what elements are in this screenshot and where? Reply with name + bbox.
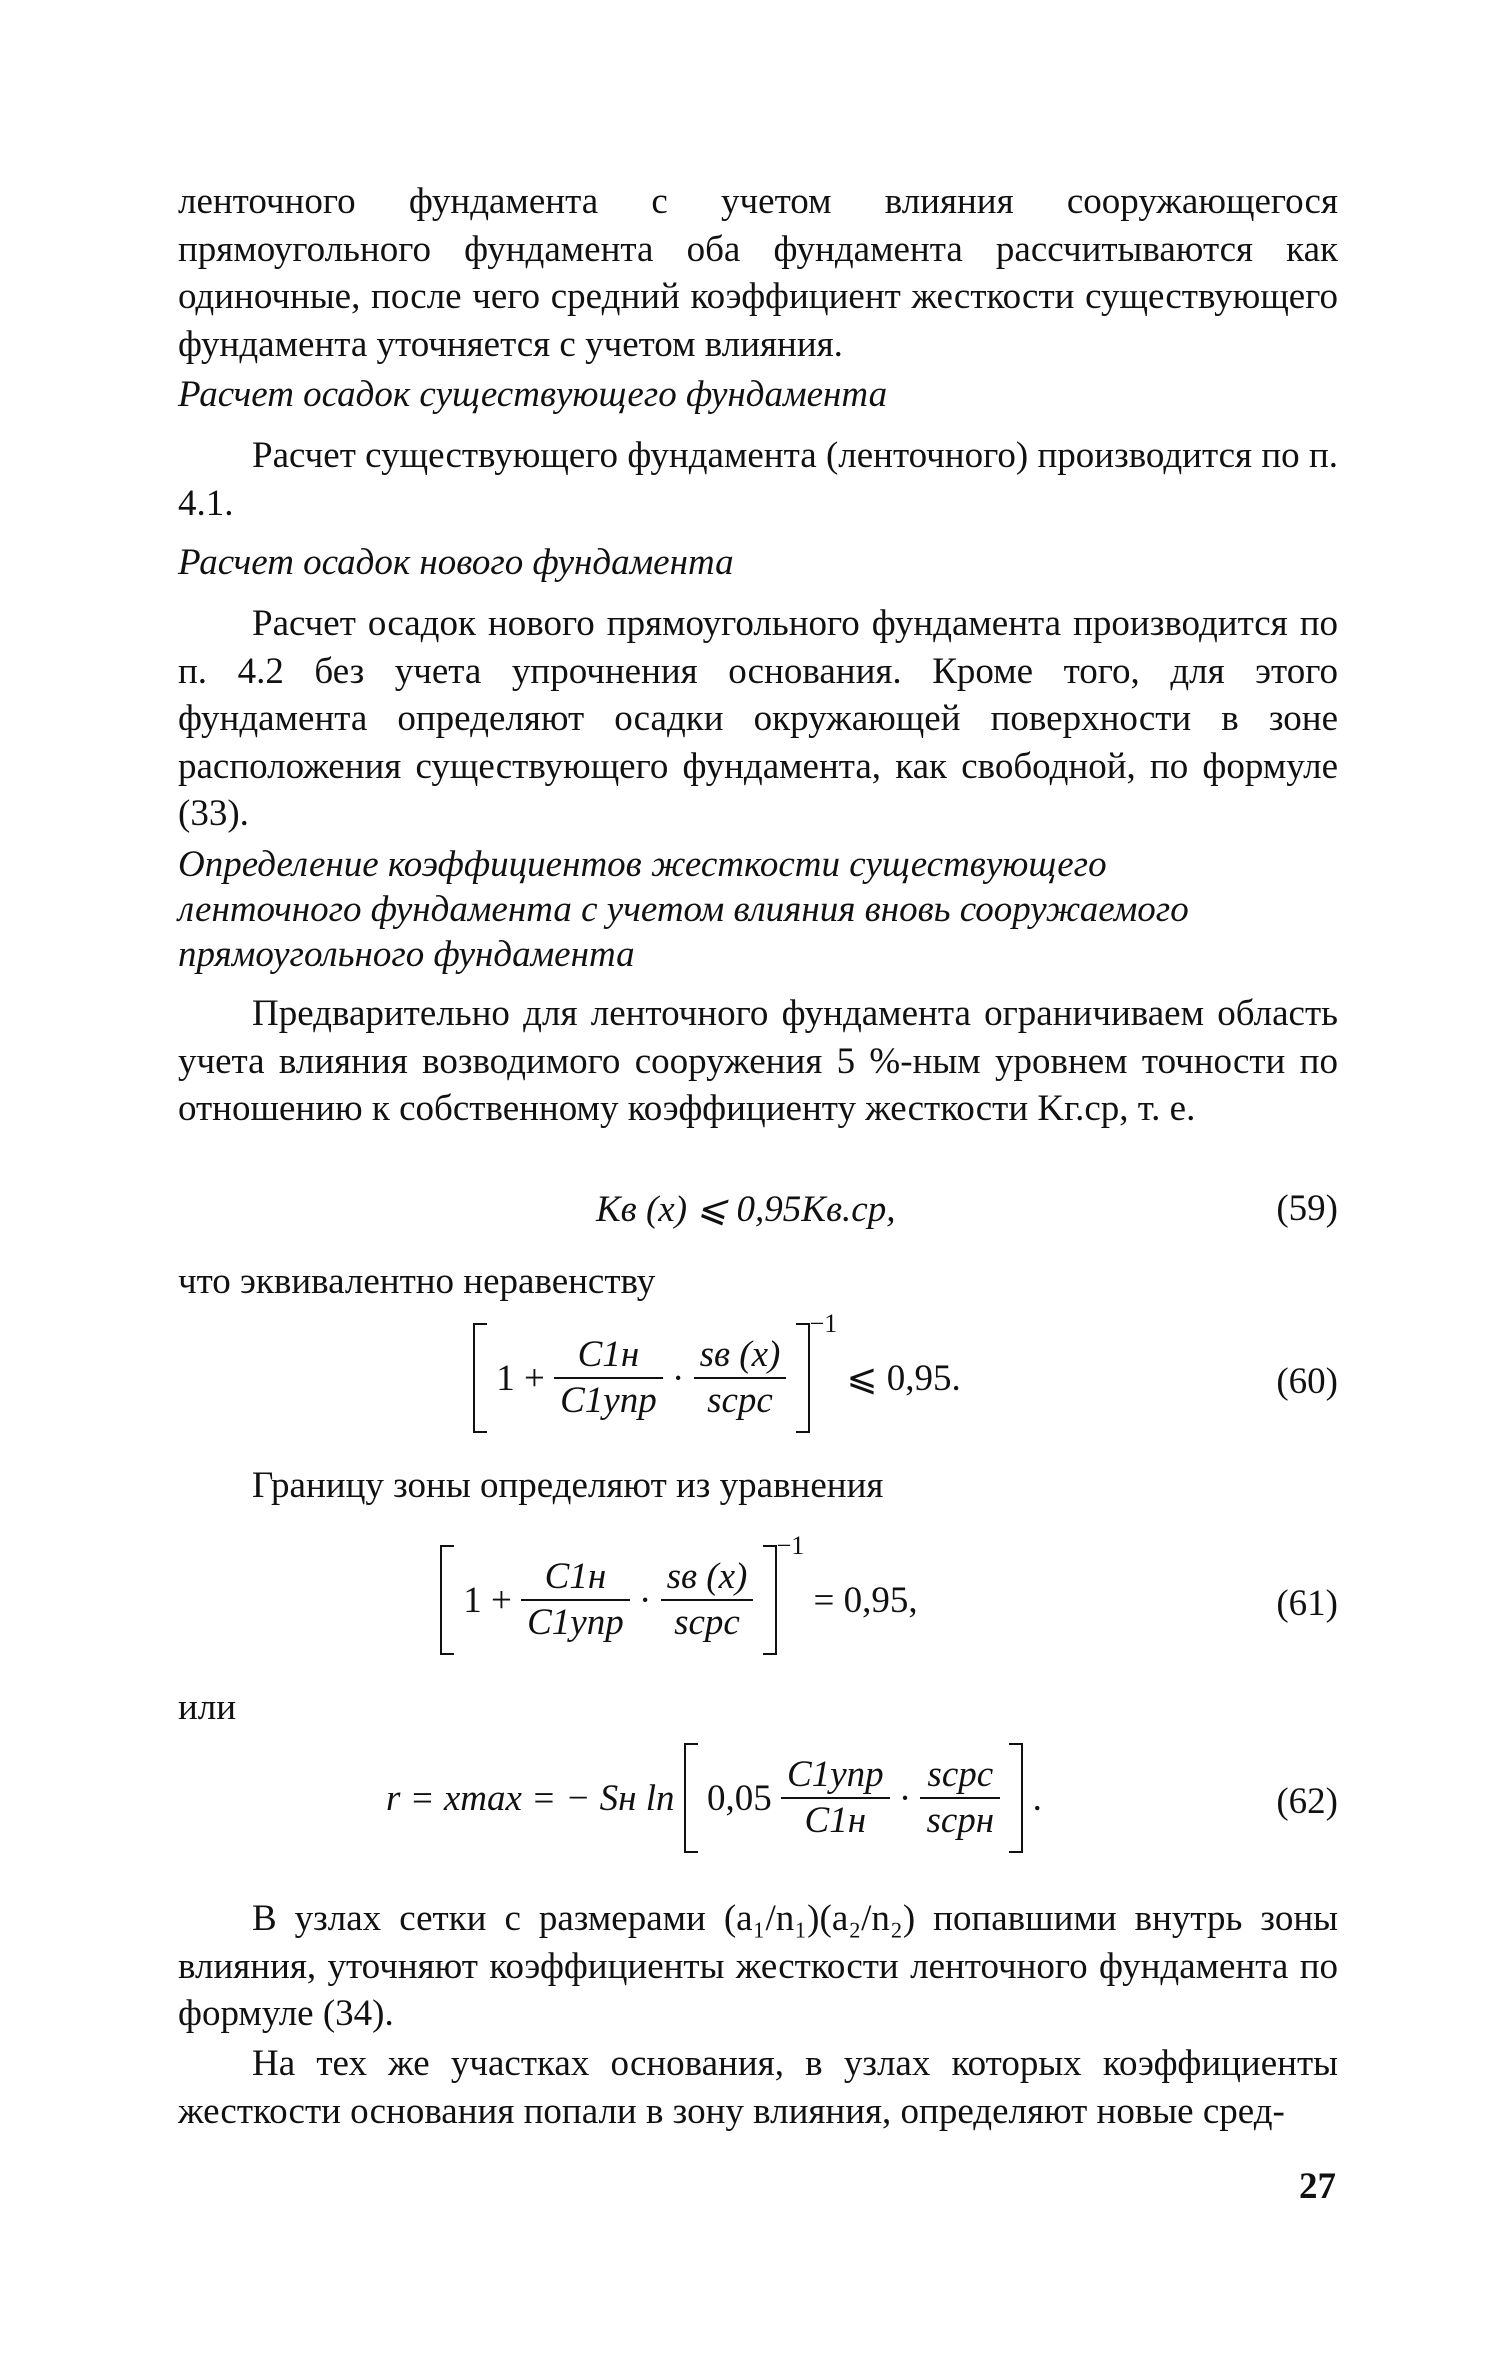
paragraph-existing-calc: Расчет существующего фундамента (ленточного) производится по п. 4.1. — [178, 435, 1338, 524]
equation-60 — [178, 1309, 1338, 1448]
fraction-c1 — [781, 1753, 890, 1843]
left-bracket — [473, 1323, 487, 1433]
right-bracket — [796, 1323, 810, 1433]
equation-61-number: (61) — [1276, 1583, 1338, 1624]
equation-62-body — [386, 1743, 1042, 1853]
equation-60-body — [473, 1309, 961, 1433]
numerator: sв (x) — [661, 1555, 754, 1601]
equation-59 — [178, 1183, 1338, 1243]
denominator: C1н — [804, 1800, 867, 1841]
numerator: sсрс — [920, 1753, 1000, 1799]
heading-line-3: прямоугольного фундамента — [178, 934, 635, 975]
paragraph-equivalent: что эквивалентно неравенству — [178, 1261, 656, 1302]
right-bracket — [763, 1545, 777, 1655]
heading-new-foundation: Расчет осадок нового фундамента — [178, 542, 734, 583]
paragraph-new-calc: Расчет осадок нового прямоугольного фундамента производится по п. 4.2 без учета упрочнения основания. Кроме того, для этого фундамента определяют осадки окружающей поверхности в зоне расположения существующего фундамента, как свободной, по формуле (33). — [178, 603, 1338, 834]
one-plus: 1 + — [463, 1579, 512, 1621]
heading-line-1: Определение коэффициентов жесткости существующего — [178, 844, 1107, 885]
left-bracket — [684, 1743, 698, 1853]
numerator: C1н — [554, 1333, 663, 1379]
fraction-s — [920, 1753, 1000, 1843]
multiply-dot: · — [638, 1579, 652, 1621]
denominator: C1упр — [527, 1602, 624, 1643]
equation-62-number: (62) — [1276, 1781, 1338, 1822]
equation-62 — [178, 1738, 1338, 1868]
denominator: sсрн — [926, 1800, 995, 1841]
denominator: C1упр — [560, 1380, 657, 1421]
equation-60-number: (60) — [1276, 1361, 1338, 1402]
denominator: sсрс — [674, 1602, 740, 1643]
heading-line-2: ленточного фундамента с учетом влияния вновь сооружаемого — [178, 889, 1189, 930]
equation-59-body: Kв (x) ⩽ 0,95Kв.ср, — [596, 1189, 896, 1230]
coefficient: 0,05 — [707, 1777, 772, 1819]
fraction-s — [694, 1333, 787, 1423]
heading-stiffness-coefficients — [178, 842, 1338, 977]
paragraph-intro: ленточного фундамента с учетом влияния сооружающегося прямоугольного фундамента оба фундамента рассчитываются как одиночные, после чего средний коэффициент жесткости существующего фундамента уточняется с учетом влияния. — [178, 181, 1338, 365]
paragraph-same-areas: На тех же участках основания, в узлах которых коэффициенты жесткости основания попали в зону влияния, определяют новые сред- — [178, 2043, 1338, 2132]
multiply-dot: · — [898, 1777, 912, 1819]
heading-existing-foundation: Расчет осадок существующего фундамента — [178, 374, 888, 415]
fraction-c1 — [554, 1333, 663, 1423]
paragraph-preliminary: Предварительно для ленточного фундамента ограничиваем область учета влияния возводимого сооружения 5 %-ным уровнем точности по отношению к собственному коэффициенту жесткости Kг.ср, т. е. — [178, 993, 1338, 1129]
equation-61 — [178, 1531, 1338, 1670]
page-number: 27 — [1299, 2166, 1336, 2207]
fraction-s — [661, 1555, 754, 1645]
period: . — [1032, 1777, 1042, 1819]
numerator: C1упр — [781, 1753, 890, 1799]
left-bracket — [440, 1545, 454, 1655]
multiply-dot: · — [671, 1357, 685, 1399]
one-plus: 1 + — [496, 1357, 545, 1399]
equation-62-lhs: r = xmax = − Sн ln — [386, 1777, 675, 1819]
paragraph-grid-nodes: В узлах сетки с размерами (a₁/n₁)(a₂/n₂) попавшими внутрь зоны влияния, уточняют коэффициенты жесткости ленточного фундамента по формуле (34). — [178, 1898, 1338, 2034]
numerator: C1н — [521, 1555, 630, 1601]
equation-59-number: (59) — [1276, 1188, 1338, 1229]
power: −1 — [776, 1531, 805, 1560]
equation-61-body — [440, 1531, 918, 1655]
right-bracket — [1009, 1743, 1023, 1853]
numerator: sв (x) — [694, 1333, 787, 1379]
paragraph-or: или — [178, 1687, 237, 1728]
power: −1 — [809, 1309, 838, 1338]
paragraph-boundary: Границу зоны определяют из уравнения — [252, 1465, 884, 1506]
equation-61-rhs: = 0,95, — [813, 1579, 918, 1621]
denominator: sсрс — [707, 1380, 773, 1421]
equation-60-rhs: ⩽ 0,95. — [846, 1358, 961, 1399]
fraction-c1 — [521, 1555, 630, 1645]
